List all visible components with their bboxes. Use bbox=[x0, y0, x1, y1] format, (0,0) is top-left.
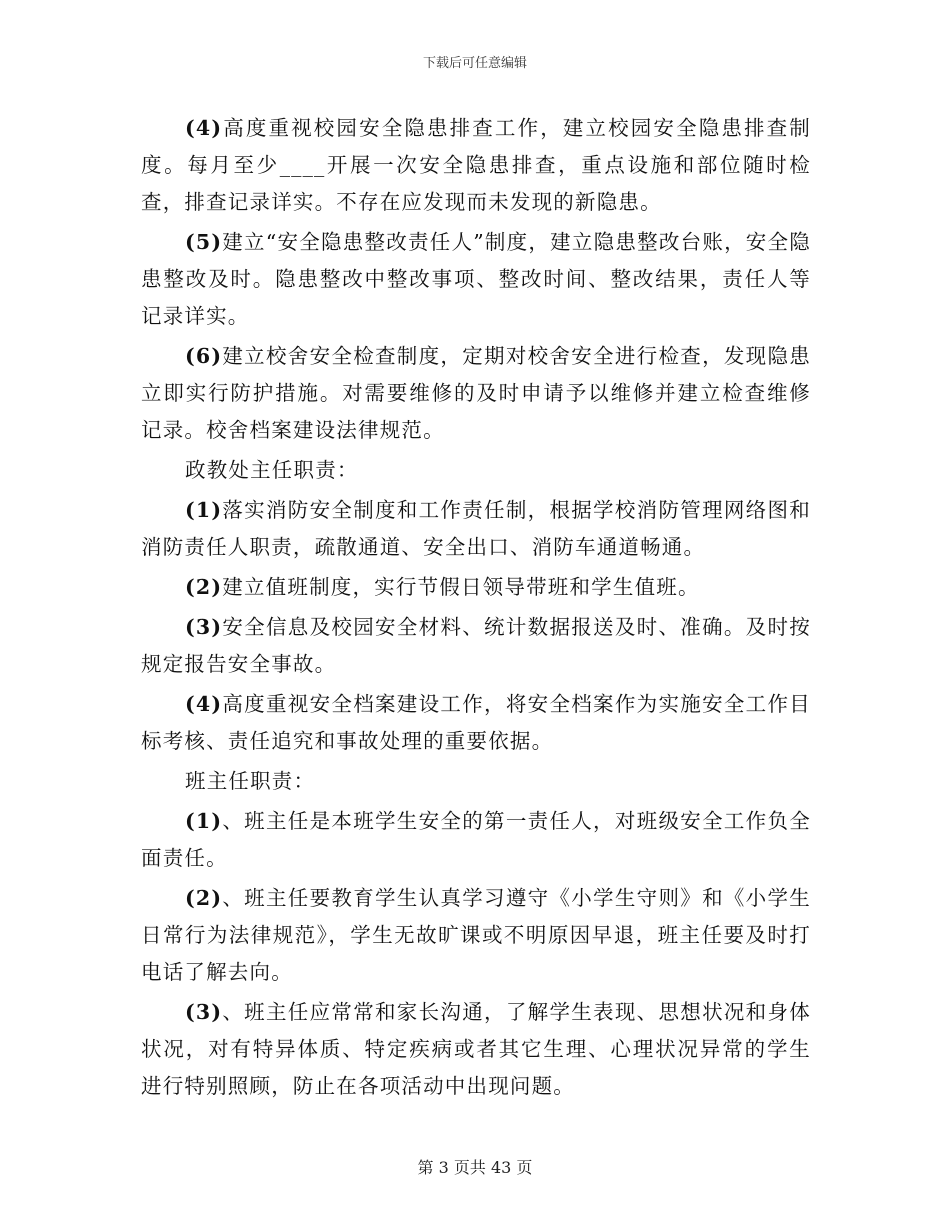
paragraph-text: 高度重视安全档案建设工作，将安全档案作为实施安全工作目标考核、责任追究和事故处理的重要依据。 bbox=[141, 692, 811, 753]
paragraph-10 bbox=[141, 803, 811, 877]
paragraph-text: 建立校舍安全检查制度，定期对校舍安全进行检查，发现隐患立即实行防护措施。对需要维修的及时申请予以维修并建立检查维修记录。校舍档案建设法律规范。 bbox=[141, 344, 811, 442]
paragraph-3 bbox=[141, 338, 811, 449]
paragraph-7 bbox=[141, 609, 811, 683]
item-number: (1) bbox=[185, 498, 223, 522]
item-number: (2) bbox=[185, 575, 223, 599]
item-number: (4) bbox=[185, 116, 223, 140]
paragraph-text: 、班主任要教育学生认真学习遵守《小学生守则》和《小学生日常行为法律规范》，学生无故旷课或不明原因早退，班主任要及时打电话了解去向。 bbox=[141, 886, 811, 984]
item-number: (3) bbox=[185, 615, 223, 639]
paragraph-text: 、班主任是本班学生安全的第一责任人，对班级安全工作负全面责任。 bbox=[141, 809, 811, 870]
paragraph-8 bbox=[141, 686, 811, 760]
paragraph-1 bbox=[141, 110, 811, 221]
paragraph-text: 安全信息及校园安全材料、统计数据报送及时、准确。及时按规定报告安全事故。 bbox=[141, 615, 811, 676]
paragraph-text: 、班主任应常常和家长沟通，了解学生表现、思想状况和身体状况，对有特异体质、特定疾病或者其它生理、心理状况异常的学生进行特别照顾，防止在各项活动中出现问题。 bbox=[141, 1000, 811, 1098]
paragraph-text: 建立值班制度，实行节假日领导带班和学生值班。 bbox=[222, 575, 700, 599]
paragraph-text: 落实消防安全制度和工作责任制，根据学校消防管理网络图和消防责任人职责，疏散通道、安全出口、消防车通道畅通。 bbox=[141, 498, 811, 559]
document-body bbox=[141, 110, 811, 1108]
item-number: (1) bbox=[185, 809, 223, 833]
section-heading-class-teacher bbox=[141, 763, 811, 800]
item-number: (5) bbox=[185, 230, 223, 254]
page-header-note: 下载后可任意编辑 bbox=[422, 56, 527, 71]
item-number: (2) bbox=[185, 886, 223, 910]
paragraph-12 bbox=[141, 994, 811, 1105]
paragraph-2 bbox=[141, 224, 811, 335]
paragraph-text: 政教处主任职责： bbox=[185, 458, 359, 482]
paragraph-text: 建立“安全隐患整改责任人”制度，建立隐患整改台账，安全隐患整改及时。隐患整改中整改事项、整改时间、整改结果，责任人等记录详实。 bbox=[141, 230, 811, 328]
paragraph-5 bbox=[141, 492, 811, 566]
item-number: (4) bbox=[185, 692, 223, 716]
paragraph-11 bbox=[141, 880, 811, 991]
paragraph-text: 高度重视校园安全隐患排查工作，建立校园安全隐患排查制度。每月至少____开展一次安全隐患排查，重点设施和部位随时检查，排查记录详实。不存在应发现而未发现的新隐患。 bbox=[141, 116, 811, 214]
section-heading-political-director bbox=[141, 452, 811, 489]
item-number: (6) bbox=[185, 344, 223, 368]
page-number-footer: 第 3 页共 43 页 bbox=[417, 1158, 533, 1177]
paragraph-text: 班主任职责： bbox=[185, 769, 316, 793]
paragraph-6 bbox=[141, 569, 811, 606]
item-number: (3) bbox=[185, 1000, 223, 1024]
